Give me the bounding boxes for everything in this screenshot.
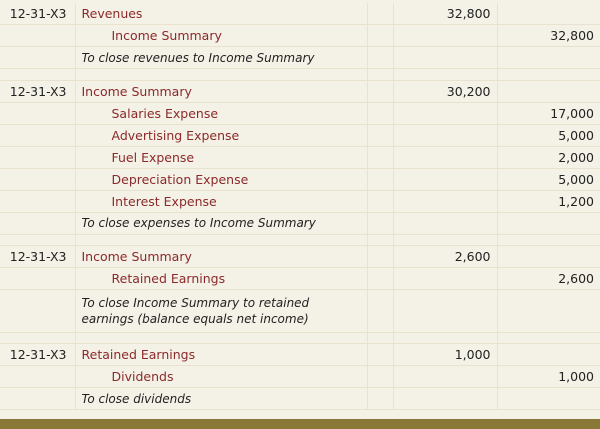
table-row	[0, 212, 600, 234]
empty-cell	[497, 3, 600, 25]
empty-cell	[0, 388, 75, 410]
empty-cell	[393, 47, 497, 69]
debit-account: Revenues	[75, 3, 367, 25]
empty-cell	[497, 344, 600, 366]
empty-cell	[75, 69, 367, 81]
credit-account: Income Summary	[75, 25, 367, 47]
table-row	[0, 25, 600, 47]
debit-account: Retained Earnings	[75, 344, 367, 366]
empty-cell	[0, 366, 75, 388]
table-row	[0, 190, 600, 212]
empty-cell	[393, 332, 497, 344]
debit-amount: 1,000	[393, 344, 497, 366]
explanation: To close dividends	[75, 388, 367, 410]
debit-amount: 2,600	[393, 246, 497, 268]
empty-cell	[367, 388, 393, 410]
empty-cell	[0, 124, 75, 146]
empty-cell	[367, 246, 393, 268]
explanation: To close revenues to Income Summary	[75, 47, 367, 69]
table-row	[0, 3, 600, 25]
debit-account: Income Summary	[75, 80, 367, 102]
table-row	[0, 168, 600, 190]
empty-cell	[0, 69, 75, 81]
credit-amount: 32,800	[497, 25, 600, 47]
spacer-row	[0, 332, 600, 344]
footer-bar	[0, 419, 600, 429]
debit-amount: 32,800	[393, 3, 497, 25]
empty-cell	[75, 234, 367, 246]
credit-account: Retained Earnings	[75, 268, 367, 290]
empty-cell	[393, 366, 497, 388]
empty-cell	[367, 69, 393, 81]
empty-cell	[0, 268, 75, 290]
empty-cell	[367, 80, 393, 102]
journal-table	[0, 3, 600, 410]
empty-cell	[497, 388, 600, 410]
empty-cell	[393, 146, 497, 168]
credit-account: Dividends	[75, 366, 367, 388]
empty-cell	[367, 268, 393, 290]
empty-cell	[393, 102, 497, 124]
empty-cell	[497, 234, 600, 246]
credit-account: Depreciation Expense	[75, 168, 367, 190]
entry-date: 12-31-X3	[0, 344, 75, 366]
empty-cell	[0, 47, 75, 69]
empty-cell	[0, 25, 75, 47]
explanation: To close expenses to Income Summary	[75, 212, 367, 234]
credit-amount: 1,200	[497, 190, 600, 212]
empty-cell	[367, 366, 393, 388]
explanation: To close Income Summary to retained earnings (balance equals net income)	[75, 290, 367, 333]
credit-amount: 1,000	[497, 366, 600, 388]
table-row	[0, 80, 600, 102]
empty-cell	[367, 146, 393, 168]
empty-cell	[393, 25, 497, 47]
empty-cell	[0, 168, 75, 190]
empty-cell	[393, 190, 497, 212]
empty-cell	[497, 69, 600, 81]
table-row	[0, 47, 600, 69]
empty-cell	[367, 47, 393, 69]
empty-cell	[0, 102, 75, 124]
credit-account: Fuel Expense	[75, 146, 367, 168]
empty-cell	[0, 332, 75, 344]
empty-cell	[367, 190, 393, 212]
credit-amount: 5,000	[497, 168, 600, 190]
empty-cell	[497, 80, 600, 102]
table-row	[0, 124, 600, 146]
table-row	[0, 246, 600, 268]
table-row	[0, 290, 600, 333]
entry-date: 12-31-X3	[0, 3, 75, 25]
empty-cell	[367, 290, 393, 333]
credit-amount: 2,000	[497, 146, 600, 168]
spacer-row	[0, 234, 600, 246]
empty-cell	[393, 212, 497, 234]
entry-date: 12-31-X3	[0, 246, 75, 268]
empty-cell	[367, 344, 393, 366]
empty-cell	[367, 3, 393, 25]
empty-cell	[497, 332, 600, 344]
empty-cell	[497, 290, 600, 333]
empty-cell	[0, 234, 75, 246]
empty-cell	[393, 268, 497, 290]
table-row	[0, 146, 600, 168]
empty-cell	[75, 332, 367, 344]
credit-amount: 2,600	[497, 268, 600, 290]
empty-cell	[0, 146, 75, 168]
empty-cell	[393, 124, 497, 146]
entry-date: 12-31-X3	[0, 80, 75, 102]
debit-account: Income Summary	[75, 246, 367, 268]
table-row	[0, 388, 600, 410]
empty-cell	[393, 168, 497, 190]
credit-amount: 5,000	[497, 124, 600, 146]
empty-cell	[497, 47, 600, 69]
empty-cell	[0, 190, 75, 212]
empty-cell	[367, 332, 393, 344]
empty-cell	[393, 234, 497, 246]
credit-account: Interest Expense	[75, 190, 367, 212]
empty-cell	[0, 212, 75, 234]
empty-cell	[367, 102, 393, 124]
credit-amount: 17,000	[497, 102, 600, 124]
debit-amount: 30,200	[393, 80, 497, 102]
table-row	[0, 102, 600, 124]
empty-cell	[393, 290, 497, 333]
table-row	[0, 366, 600, 388]
spacer-row	[0, 69, 600, 81]
table-row	[0, 344, 600, 366]
credit-account: Advertising Expense	[75, 124, 367, 146]
empty-cell	[497, 246, 600, 268]
empty-cell	[367, 25, 393, 47]
empty-cell	[367, 212, 393, 234]
table-row	[0, 268, 600, 290]
empty-cell	[393, 69, 497, 81]
empty-cell	[393, 388, 497, 410]
empty-cell	[367, 168, 393, 190]
empty-cell	[0, 290, 75, 333]
empty-cell	[367, 124, 393, 146]
empty-cell	[497, 212, 600, 234]
empty-cell	[367, 234, 393, 246]
credit-account: Salaries Expense	[75, 102, 367, 124]
